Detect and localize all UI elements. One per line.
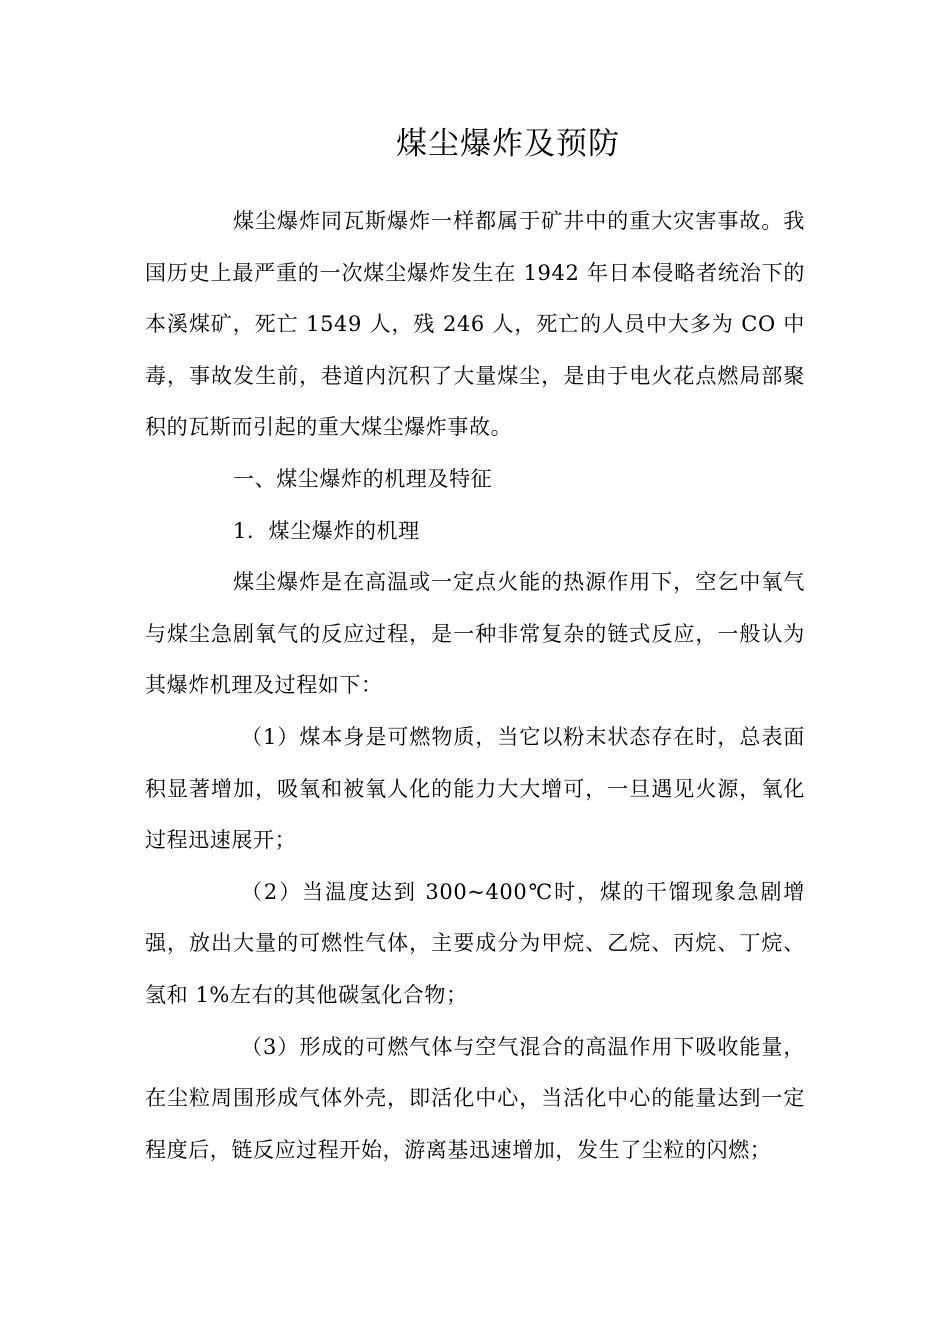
subsection-heading-mechanism: 1．煤尘爆炸的机理 — [233, 518, 420, 543]
list-item-3: （3）形成的可燃气体与空气混合的高温作用下吸收能量，在尘粒周围形成气体外壳，即活化中心，当活化中心的能量达到一定程度后，链反应过程开始，游离基迅速增加，发生了尘粒的闪燃； — [145, 1034, 805, 1162]
intro-paragraph: 煤尘爆炸同瓦斯爆炸一样都属于矿井中的重大灾害事故。我国历史上最严重的一次煤尘爆炸发生在 1942 年日本侵略者统治下的本溪煤矿，死亡 1549 人，残 246 人，死亡的人员中大多为 CO 中毒，事故发生前，巷道内沉积了大量煤尘，是由于电火花点燃局部聚积的瓦斯而引起的重大煤尘爆炸事故。 — [145, 209, 805, 440]
list-item-2: （2）当温度达到 300~400℃时，煤的干馏现象急剧增强，放出大量的可燃性气体，主要成分为甲烷、乙烷、丙烷、丁烷、氢和 1%左右的其他碳氢化合物； — [145, 879, 805, 1007]
list-item-1: （1）煤本身是可燃物质，当它以粉末状态存在时，总表面积显著增加，吸氧和被氧人化的能力大大增可，一旦遇见火源，氧化过程迅速展开； — [145, 724, 805, 853]
document-title: 煤尘爆炸及预防 — [396, 126, 620, 162]
document-body — [145, 196, 805, 1176]
mechanism-paragraph: 煤尘爆炸是在高温或一定点火能的热源作用下，空乞中氧气与煤尘急剧氧气的反应过程，是一种非常复杂的链式反应，一般认为其爆炸机理及过程如下： — [145, 570, 805, 698]
section-heading-mechanism-features: 一、煤尘爆炸的机理及特征 — [233, 466, 493, 491]
